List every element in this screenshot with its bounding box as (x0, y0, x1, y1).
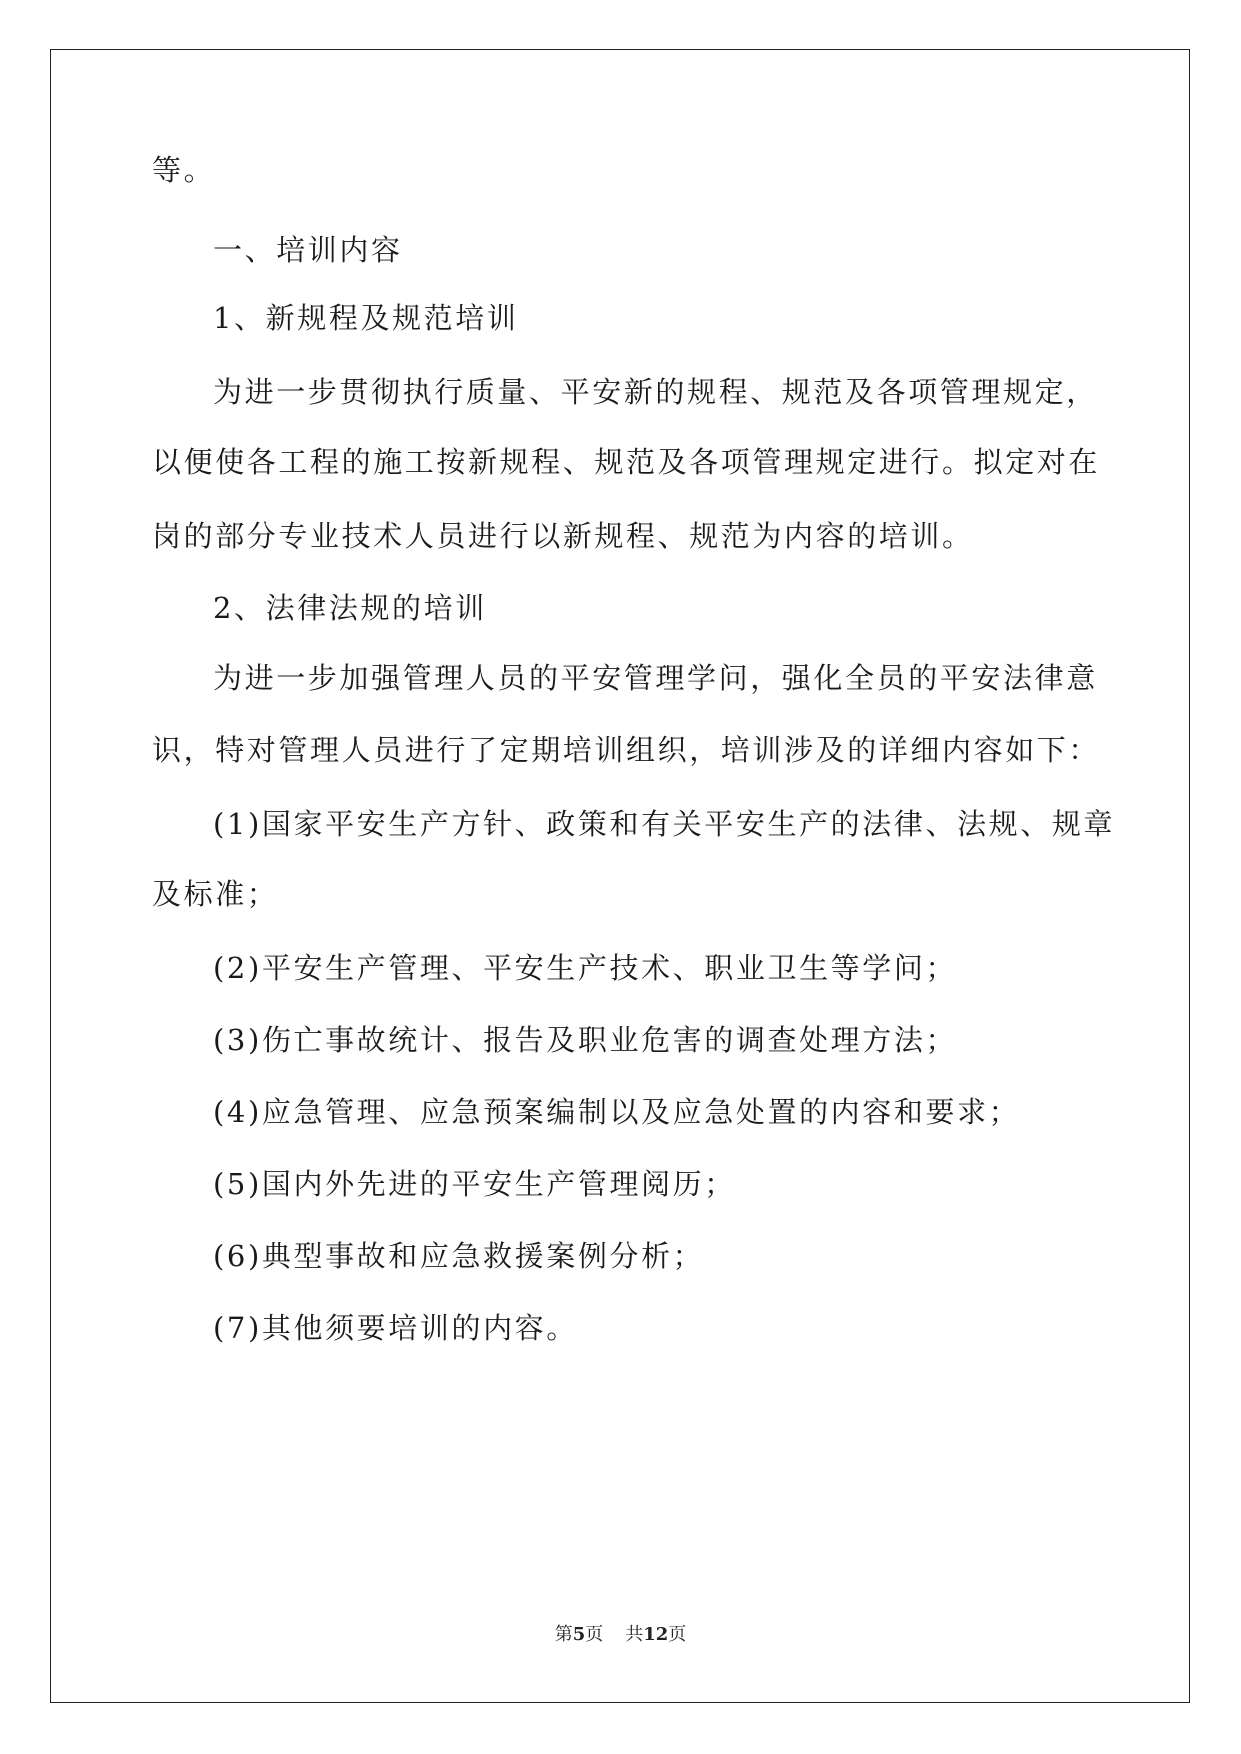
list-item-continuation: 及标准； (152, 877, 279, 911)
footer-total-suffix: 页 (668, 1624, 687, 1645)
section-heading: 一、培训内容 (213, 233, 403, 267)
list-item: (5)国内外先进的平安生产管理阅历； (213, 1167, 736, 1201)
footer-page-number: 5 (572, 1624, 586, 1645)
subsection-heading: 1、新规程及规范培训 (213, 301, 519, 335)
paragraph-line: 识，特对管理人员进行了定期培训组织，培训涉及的详细内容如下： (152, 733, 1101, 767)
paragraph-line: 以便使各工程的施工按新规程、规范及各项管理规定进行。拟定对在 (152, 445, 1101, 479)
subsection-heading: 2、法律法规的培训 (213, 591, 487, 625)
footer-total-pages: 12 (643, 1624, 669, 1645)
footer-page-suffix: 页 (585, 1624, 604, 1645)
list-item: (6)典型事故和应急救援案例分析； (213, 1239, 705, 1273)
paragraph-line: 岗的部分专业技术人员进行以新规程、规范为内容的培训。 (152, 519, 974, 553)
list-item: (3)伤亡事故统计、报告及职业危害的调查处理方法； (213, 1023, 958, 1057)
footer-page-prefix: 第 (554, 1624, 573, 1645)
footer-total-prefix: 共 (625, 1624, 644, 1645)
list-item: (7)其他须要培训的内容。 (213, 1311, 578, 1345)
page-footer (0, 1620, 1241, 1646)
paragraph-line: 为进一步贯彻执行质量、平安新的规程、规范及各项管理规定， (213, 375, 1098, 409)
list-item: (2)平安生产管理、平安生产技术、职业卫生等学问； (213, 951, 958, 985)
list-item: (1)国家平安生产方针、政策和有关平安生产的法律、法规、规章 (213, 807, 1116, 841)
paragraph-line: 为进一步加强管理人员的平安管理学问，强化全员的平安法律意 (213, 661, 1098, 695)
list-item: (4)应急管理、应急预案编制以及应急处置的内容和要求； (213, 1095, 1021, 1129)
text-line: 等。 (152, 153, 216, 187)
